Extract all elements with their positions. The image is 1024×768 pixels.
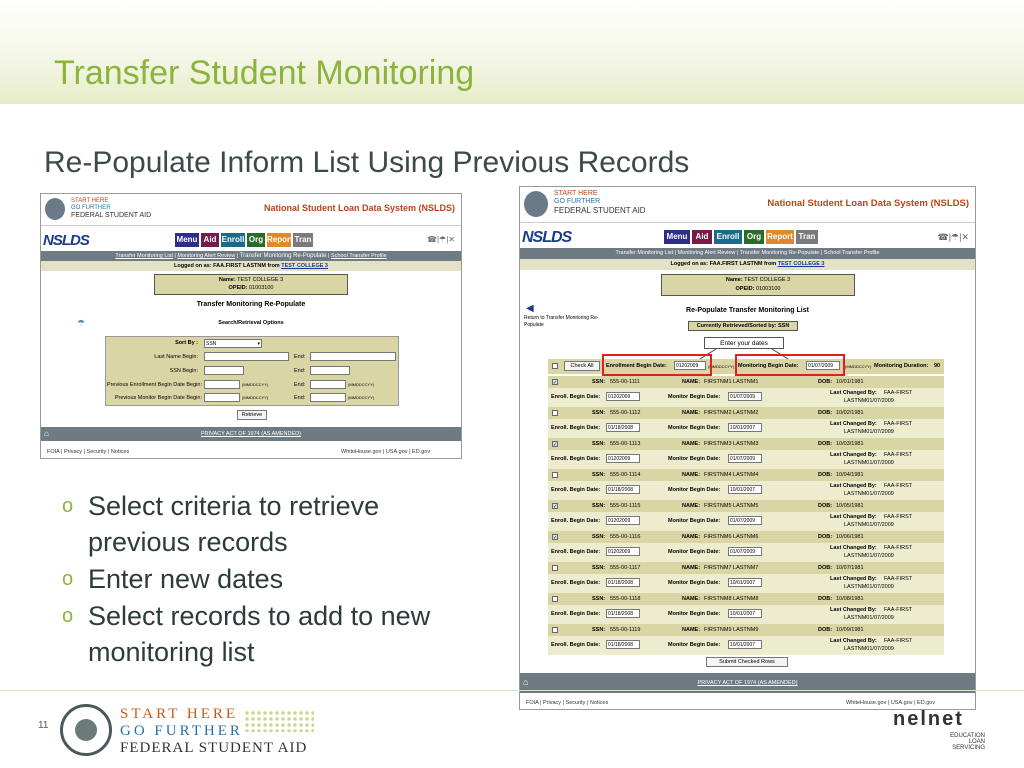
dob-value: 10/03/1981 bbox=[836, 441, 864, 447]
monitor-date-value: 10/01/2007 bbox=[730, 487, 756, 493]
record-dates-row bbox=[548, 636, 944, 655]
name-label: NAME: bbox=[682, 565, 701, 571]
logged-school-link[interactable]: TEST COLLEGE 3 bbox=[281, 263, 328, 269]
changed-by-value: FAA-FIRST bbox=[884, 452, 913, 458]
enroll-date-input[interactable] bbox=[606, 392, 640, 401]
enroll-end-input[interactable] bbox=[310, 380, 346, 389]
monitor-label: Monitor Begin Date: bbox=[668, 611, 721, 617]
bullet-text: Select criteria to retrieve previous records bbox=[88, 491, 380, 557]
monitor-label: Monitor Begin Date: bbox=[668, 456, 721, 462]
logo-line3: FEDERAL STUDENT AID bbox=[554, 206, 646, 215]
header-checkbox[interactable] bbox=[552, 363, 558, 369]
enroll-date-input[interactable] bbox=[606, 516, 640, 525]
ssn-value: 555-00-1119 bbox=[610, 627, 641, 633]
enroll-label: Enroll. Begin Date: bbox=[551, 549, 601, 555]
duration-value: 90 bbox=[934, 363, 941, 369]
toolbar-icons[interactable]: ☎|☂|✕ bbox=[427, 235, 455, 244]
enroll-begin-value: 01202009 bbox=[676, 363, 699, 369]
record-row bbox=[548, 376, 944, 388]
record-dates-row bbox=[548, 543, 944, 562]
name-value: FIRSTNM1 LASTNM1 bbox=[704, 379, 759, 385]
ssn-value: 555-00-1116 bbox=[610, 534, 641, 540]
enroll-label: Enroll. Begin Date: bbox=[551, 611, 601, 617]
check-icon: ✓ bbox=[553, 504, 558, 510]
dob-value: 10/09/1981 bbox=[836, 627, 864, 633]
name-value: FIRSTNM9 LASTNM9 bbox=[704, 627, 759, 633]
enroll-label: Enroll. Begin Date: bbox=[551, 518, 601, 524]
name-value: FIRSTNM4 LASTNM4 bbox=[704, 472, 759, 478]
nav-report[interactable]: Report bbox=[267, 233, 291, 247]
ssn-value: 555-00-1113 bbox=[610, 441, 641, 447]
enroll-date-value: 01202009 bbox=[608, 394, 631, 400]
changed-date-value: LASTNM01/07/2009 bbox=[844, 584, 894, 590]
retrieve-button[interactable]: Retrieve bbox=[237, 410, 267, 420]
monitor-date-input[interactable] bbox=[728, 423, 762, 432]
link-school-profile[interactable]: School Transfer Profile bbox=[331, 253, 387, 259]
name-label: NAME: bbox=[682, 410, 701, 416]
page-number: 11 bbox=[38, 720, 49, 731]
enroll-date-input[interactable] bbox=[606, 423, 640, 432]
monitor-date-input[interactable] bbox=[728, 392, 762, 401]
sub-nav-links: Transfer Monitoring List | Monitoring Alert Review | Transfer Monitoring Re-Populate | School Transfer Profile bbox=[41, 251, 461, 261]
name-label: NAME: bbox=[682, 627, 701, 633]
enroll-begin-label: Enrollment Begin Date: bbox=[606, 363, 667, 369]
record-row bbox=[548, 531, 944, 543]
monitor-date-value: 10/01/2007 bbox=[730, 642, 756, 648]
enroll-date-value: 01202009 bbox=[608, 549, 631, 555]
ssn-value: 555-00-1115 bbox=[610, 503, 641, 509]
link-alert-review[interactable]: Monitoring Alert Review bbox=[177, 253, 236, 259]
logo-line2: GO FURTHER bbox=[554, 198, 601, 205]
monitor-date-value: 10/01/2007 bbox=[730, 580, 756, 586]
enroll-date-value: 01/18/2008 bbox=[608, 487, 634, 493]
ssn-begin-input[interactable] bbox=[204, 366, 244, 375]
back-link[interactable]: Return to Transfer Monitoring Re-Populate bbox=[524, 315, 599, 328]
opeid-label: OPEID: bbox=[735, 286, 755, 292]
name-label: Name: bbox=[218, 277, 236, 283]
sort-value: SSN bbox=[206, 341, 217, 347]
dob-label: DOB: bbox=[818, 627, 833, 633]
sort-label: Sort By : bbox=[175, 340, 198, 346]
name-label: NAME: bbox=[682, 379, 701, 385]
section-title: Search/Retrieval Options bbox=[218, 320, 284, 326]
changed-label: Last Changed By: bbox=[830, 607, 877, 613]
changed-label: Last Changed By: bbox=[830, 638, 877, 644]
enroll-date-input[interactable] bbox=[606, 454, 640, 463]
footer-links[interactable]: FOIA | Privacy | Security | Notices bbox=[526, 700, 609, 706]
toolbar-icons[interactable]: ☎|☂|✕ bbox=[937, 232, 969, 242]
changed-date-value: LASTNM01/07/2009 bbox=[844, 491, 894, 497]
changed-by-value: FAA-FIRST bbox=[884, 638, 913, 644]
enroll-date-value: 01/18/2008 bbox=[608, 580, 634, 586]
fsa-logo-line3: FEDERAL STUDENT AID bbox=[120, 740, 308, 756]
dob-label: DOB: bbox=[818, 565, 833, 571]
lastname-end-label: End: bbox=[294, 354, 306, 360]
changed-date-value: LASTNM01/07/2009 bbox=[844, 646, 894, 652]
name-label: NAME: bbox=[682, 596, 701, 602]
monitor-date-value: 01/07/2009 bbox=[730, 456, 756, 462]
monitor-label: Monitor Begin Date: bbox=[668, 487, 721, 493]
monitor-date-input[interactable] bbox=[728, 454, 762, 463]
record-dates-row bbox=[548, 512, 944, 531]
record-checkbox[interactable] bbox=[552, 596, 558, 602]
record-row bbox=[548, 438, 944, 450]
sort-select[interactable] bbox=[204, 339, 262, 348]
changed-label: Last Changed By: bbox=[830, 514, 877, 520]
lastname-end-input[interactable] bbox=[310, 352, 396, 361]
record-dates-row bbox=[548, 605, 944, 624]
name-value: FIRSTNM6 LASTNM6 bbox=[704, 534, 759, 540]
enroll-date-input[interactable] bbox=[606, 547, 640, 556]
sorted-by: Currently Retrieved/Sorted by: SSN bbox=[688, 321, 798, 331]
monitor-end-fmt: (MMDDCCYY) bbox=[348, 395, 375, 400]
changed-by-value: FAA-FIRST bbox=[884, 514, 913, 520]
logged-on-text: Logged on as: FAA.FIRST LASTNM from bbox=[173, 263, 280, 269]
monitor-begin-label: Monitoring Begin Date: bbox=[738, 363, 799, 369]
dob-value: 10/02/1981 bbox=[836, 410, 864, 416]
privacy-act-link[interactable]: PRIVACY ACT OF 1974 (AS AMENDED) bbox=[41, 427, 461, 441]
dob-value: 10/06/1981 bbox=[836, 534, 864, 540]
enroll-label: Enroll. Begin Date: bbox=[551, 394, 601, 400]
bullet-3 bbox=[62, 598, 462, 670]
changed-date-value: LASTNM01/07/2009 bbox=[844, 522, 894, 528]
enroll-date-input[interactable] bbox=[606, 609, 640, 618]
footer-right-links[interactable]: WhiteHouse.gov | USA.gov | ED.gov bbox=[846, 700, 936, 706]
changed-date-value: LASTNM01/07/2009 bbox=[844, 429, 894, 435]
monitor-date-input[interactable] bbox=[728, 578, 762, 587]
lastname-label: Last Name Begin: bbox=[154, 354, 198, 360]
monitor-date-value: 01/07/2009 bbox=[730, 518, 756, 524]
ssn-label: SSN: bbox=[592, 472, 606, 478]
logged-on-text: Logged on as: FAA.FIRST LASTNM from bbox=[670, 261, 777, 267]
name-label: NAME: bbox=[682, 503, 701, 509]
opeid-value: 01003100 bbox=[249, 285, 274, 291]
enroll-label: Enroll. Begin Date: bbox=[551, 456, 601, 462]
dob-label: DOB: bbox=[818, 503, 833, 509]
logo-line1: START HERE bbox=[554, 190, 598, 197]
nav-org[interactable]: Org bbox=[744, 230, 764, 244]
home-icon[interactable]: ⌂ bbox=[523, 677, 529, 687]
ssn-label: SSN: bbox=[592, 503, 606, 509]
nslds-logo: NSLDS bbox=[43, 232, 89, 249]
highlight-enroll-date bbox=[602, 354, 712, 376]
page-title: Transfer Monitoring Re-Populate bbox=[196, 301, 306, 308]
logged-school-link[interactable]: TEST COLLEGE 3 bbox=[777, 261, 825, 267]
nslds-header bbox=[41, 194, 461, 226]
screenshot-repopulate-search bbox=[40, 193, 462, 459]
ssn-value: 555-00-1118 bbox=[610, 596, 641, 602]
record-row bbox=[548, 500, 944, 512]
changed-label: Last Changed By: bbox=[830, 483, 877, 489]
bullet-text: Select records to add to new monitoring list bbox=[88, 601, 431, 667]
record-dates-row bbox=[548, 388, 944, 407]
fsa-logo-line2: GO FURTHER bbox=[120, 723, 243, 739]
privacy-act-link[interactable]: PRIVACY ACT OF 1974 (AS AMENDED) bbox=[520, 673, 975, 693]
enroll-date-value: 01/18/2008 bbox=[608, 642, 634, 648]
nslds-title: National Student Loan Data System (NSLDS) bbox=[263, 203, 455, 213]
nav-menu[interactable]: Menu bbox=[664, 230, 690, 244]
record-dates-row bbox=[548, 481, 944, 500]
dob-label: DOB: bbox=[818, 472, 833, 478]
record-row bbox=[548, 593, 944, 605]
name-value: TEST COLLEGE 3 bbox=[744, 277, 791, 283]
enroll-label: Enroll. Begin Date: bbox=[551, 425, 601, 431]
record-dates-row bbox=[548, 574, 944, 593]
enroll-begin-input[interactable] bbox=[204, 380, 240, 389]
monitor-date-label: Previous Monitor Begin Date Begin: bbox=[114, 395, 202, 401]
callout-enter-dates: Enter your dates bbox=[704, 337, 784, 349]
record-dates-row bbox=[548, 450, 944, 469]
enroll-date-value: 01202009 bbox=[608, 518, 631, 524]
changed-by-value: FAA-FIRST bbox=[884, 390, 913, 396]
name-label: NAME: bbox=[682, 472, 701, 478]
footer-right-links[interactable]: WhiteHouse.gov | USA.gov | ED.gov bbox=[341, 449, 431, 455]
ssn-value: 555-00-1117 bbox=[610, 565, 641, 571]
seal-icon bbox=[45, 198, 65, 220]
monitor-label: Monitor Begin Date: bbox=[668, 580, 721, 586]
enroll-date-input[interactable] bbox=[606, 640, 640, 649]
bullet-marker-icon: o bbox=[62, 568, 74, 590]
enroll-date-value: 01/18/2008 bbox=[608, 611, 634, 617]
changed-label: Last Changed By: bbox=[830, 390, 877, 396]
nav-aid[interactable]: Aid bbox=[692, 230, 712, 244]
monitor-date-input[interactable] bbox=[728, 547, 762, 556]
bullet-text: Enter new dates bbox=[88, 564, 284, 594]
dob-value: 10/01/1981 bbox=[836, 379, 864, 385]
record-checkbox[interactable] bbox=[552, 441, 558, 447]
record-checkbox[interactable] bbox=[552, 627, 558, 633]
ed-seal-icon bbox=[60, 704, 112, 756]
monitor-date-input[interactable] bbox=[728, 609, 762, 618]
search-form bbox=[105, 336, 399, 406]
record-row bbox=[548, 624, 944, 636]
footer-divider bbox=[0, 690, 1024, 691]
highlight-monitor-date bbox=[735, 354, 845, 376]
monitor-end-input[interactable] bbox=[310, 393, 346, 402]
monitor-label: Monitor Begin Date: bbox=[668, 518, 721, 524]
ssn-label: SSN: bbox=[592, 441, 606, 447]
changed-by-value: FAA-FIRST bbox=[884, 483, 913, 489]
monitor-label: Monitor Begin Date: bbox=[668, 394, 721, 400]
page-title: Re-Populate Transfer Monitoring List bbox=[686, 307, 809, 314]
name-value: FIRSTNM2 LASTNM2 bbox=[704, 410, 759, 416]
changed-by-value: FAA-FIRST bbox=[884, 421, 913, 427]
ssn-label: SSN: bbox=[592, 410, 606, 416]
logged-on-bar bbox=[41, 261, 461, 271]
nslds-title: National Student Loan Data System (NSLDS) bbox=[767, 198, 969, 209]
back-arrow-icon[interactable]: ◀ bbox=[526, 303, 534, 314]
record-checkbox[interactable] bbox=[552, 379, 558, 385]
enroll-end-fmt: (MMDDCCYY) bbox=[348, 382, 375, 387]
changed-by-value: FAA-FIRST bbox=[884, 607, 913, 613]
nslds-logo: NSLDS bbox=[522, 229, 572, 246]
record-checkbox[interactable] bbox=[552, 534, 558, 540]
name-label: NAME: bbox=[682, 441, 701, 447]
nav-tran[interactable]: Tran bbox=[796, 230, 818, 244]
monitor-begin-value: 01/07/2009 bbox=[808, 363, 834, 369]
ssn-value: 555-00-1114 bbox=[610, 472, 641, 478]
nelnet-tagline bbox=[935, 733, 985, 751]
record-row bbox=[548, 469, 944, 481]
enroll-date-value: 01/18/2008 bbox=[608, 425, 634, 431]
nav-org[interactable]: Org bbox=[247, 233, 265, 247]
dob-value: 10/04/1981 bbox=[836, 472, 864, 478]
enroll-date-input[interactable] bbox=[606, 578, 640, 587]
monitor-label: Monitor Begin Date: bbox=[668, 425, 721, 431]
changed-label: Last Changed By: bbox=[830, 545, 877, 551]
lastname-begin-input[interactable] bbox=[204, 352, 289, 361]
slide-title: Transfer Student Monitoring bbox=[54, 54, 475, 92]
bullet-2 bbox=[62, 561, 462, 597]
ssn-value: 555-00-1112 bbox=[610, 410, 641, 416]
changed-date-value: LASTNM01/07/2009 bbox=[844, 553, 894, 559]
name-label: NAME: bbox=[682, 534, 701, 540]
check-icon: ✓ bbox=[553, 535, 558, 541]
ssn-label: SSN: bbox=[592, 596, 606, 602]
nelnet-tag1: EDUCATION LOAN bbox=[950, 733, 985, 745]
changed-label: Last Changed By: bbox=[830, 421, 877, 427]
check-all-button[interactable]: Check All bbox=[564, 361, 600, 371]
name-label: Name: bbox=[725, 277, 743, 283]
monitor-date-input[interactable] bbox=[728, 485, 762, 494]
dob-label: DOB: bbox=[818, 441, 833, 447]
monitor-label: Monitor Begin Date: bbox=[668, 642, 721, 648]
dob-label: DOB: bbox=[818, 596, 833, 602]
monitor-end-label: End: bbox=[294, 395, 306, 401]
school-info-box bbox=[154, 274, 348, 295]
dot-pattern bbox=[244, 710, 314, 732]
ssn-label: SSN: bbox=[592, 534, 606, 540]
logo-line3: FEDERAL STUDENT AID bbox=[71, 212, 152, 219]
footer-links[interactable]: FOIA | Privacy | Security | Notices bbox=[47, 449, 130, 455]
main-nav bbox=[41, 230, 461, 250]
name-value: FIRSTNM7 LASTNM7 bbox=[704, 565, 759, 571]
changed-date-value: LASTNM01/07/2009 bbox=[844, 615, 894, 621]
nelnet-logo: nelnet bbox=[893, 708, 964, 730]
nav-report[interactable]: Report bbox=[766, 230, 794, 244]
enroll-date-input[interactable] bbox=[606, 485, 640, 494]
nav-aid[interactable]: Aid bbox=[201, 233, 219, 247]
bullet-marker-icon: o bbox=[62, 605, 74, 627]
ssn-label: SSN Begin: bbox=[169, 368, 198, 374]
dob-value: 10/07/1981 bbox=[836, 565, 864, 571]
monitor-date-value: 01/07/2009 bbox=[730, 394, 756, 400]
enroll-label: Enroll. Begin Date: bbox=[551, 580, 601, 586]
changed-label: Last Changed By: bbox=[830, 576, 877, 582]
record-checkbox[interactable] bbox=[552, 503, 558, 509]
changed-by-value: FAA-FIRST bbox=[884, 576, 913, 582]
name-value: FIRSTNM8 LASTNM8 bbox=[704, 596, 759, 602]
dob-label: DOB: bbox=[818, 410, 833, 416]
record-checkbox[interactable] bbox=[552, 472, 558, 478]
enroll-fmt: (MMDDCCYY) bbox=[708, 364, 735, 369]
name-value: TEST COLLEGE 3 bbox=[237, 277, 284, 283]
sub-nav-links[interactable]: Transfer Monitoring List | Monitoring Alert Review | Transfer Monitoring Re-Populate | School Transfer Profile bbox=[520, 248, 975, 259]
bullet-1 bbox=[62, 488, 462, 560]
nav-enroll[interactable]: Enroll bbox=[221, 233, 245, 247]
monitor-begin-input[interactable] bbox=[204, 393, 240, 402]
changed-label: Last Changed By: bbox=[830, 452, 877, 458]
name-value: FIRSTNM5 LASTNM5 bbox=[704, 503, 759, 509]
help-icon[interactable]: ☂ bbox=[77, 318, 86, 328]
ssn-end-label: End: bbox=[294, 368, 306, 374]
chevron-down-icon: ▾ bbox=[257, 341, 260, 347]
enroll-label: Enroll. Begin Date: bbox=[551, 487, 601, 493]
changed-date-value: LASTNM01/07/2009 bbox=[844, 398, 894, 404]
record-dates-row bbox=[548, 419, 944, 438]
record-checkbox[interactable] bbox=[552, 410, 558, 416]
monitor-date-input[interactable] bbox=[728, 516, 762, 525]
link-transfer-list[interactable]: Transfer Monitoring List bbox=[115, 253, 173, 259]
screenshot-repopulate-list bbox=[519, 186, 976, 710]
nav-tran[interactable]: Tran bbox=[293, 233, 313, 247]
opeid-value: 01003100 bbox=[756, 286, 781, 292]
check-icon: ✓ bbox=[553, 442, 558, 448]
logo-line1: START HERE bbox=[71, 198, 109, 204]
link-repopulate[interactable]: Transfer Monitoring Re-Populate bbox=[239, 253, 327, 259]
record-checkbox[interactable] bbox=[552, 565, 558, 571]
bullet-marker-icon: o bbox=[62, 495, 74, 517]
opeid-label: OPEID: bbox=[228, 285, 248, 291]
enroll-date-label: Previous Enrollment Begin Date Begin: bbox=[106, 382, 202, 388]
duration-label: Monitoring Duration: bbox=[874, 363, 929, 369]
enroll-fmt: (MMDDCCYY) bbox=[242, 382, 269, 387]
ssn-end-input[interactable] bbox=[310, 366, 350, 375]
name-value: FIRSTNM3 LASTNM3 bbox=[704, 441, 759, 447]
record-row bbox=[548, 562, 944, 574]
enroll-date-value: 01202009 bbox=[608, 456, 631, 462]
logo-line2: GO FURTHER bbox=[71, 205, 111, 211]
ssn-label: SSN: bbox=[592, 565, 606, 571]
submit-checked-rows-button[interactable]: Submit Checked Rows bbox=[706, 657, 788, 667]
fsa-logo-line1: START HERE bbox=[120, 706, 239, 722]
dob-label: DOB: bbox=[818, 534, 833, 540]
dob-label: DOB: bbox=[818, 379, 833, 385]
monitor-label: Monitor Begin Date: bbox=[668, 549, 721, 555]
ssn-label: SSN: bbox=[592, 627, 606, 633]
enroll-end-label: End: bbox=[294, 382, 306, 388]
fsa-logo bbox=[45, 197, 165, 223]
monitor-date-value: 10/01/2007 bbox=[730, 611, 756, 617]
check-icon: ✓ bbox=[553, 380, 558, 386]
monitor-fmt: (MMDDCCYY) bbox=[242, 395, 269, 400]
nav-menu[interactable]: Menu bbox=[175, 233, 199, 247]
monitor-date-input[interactable] bbox=[728, 640, 762, 649]
ssn-value: 555-00-1111 bbox=[610, 379, 640, 385]
monitor-date-value: 01/07/2009 bbox=[730, 549, 756, 555]
nelnet-tag2: SERVICING bbox=[952, 745, 985, 751]
dob-value: 10/08/1981 bbox=[836, 596, 864, 602]
dob-value: 10/05/1981 bbox=[836, 503, 864, 509]
changed-date-value: LASTNM01/07/2009 bbox=[844, 460, 894, 466]
slide-subtitle: Re-Populate Inform List Using Previous Records bbox=[44, 146, 690, 179]
nav-enroll[interactable]: Enroll bbox=[714, 230, 742, 244]
ssn-label: SSN: bbox=[592, 379, 606, 385]
changed-by-value: FAA-FIRST bbox=[884, 545, 913, 551]
monitor-date-value: 10/01/2007 bbox=[730, 425, 756, 431]
enroll-label: Enroll. Begin Date: bbox=[551, 642, 601, 648]
monitor-fmt: (MMDDCCYY) bbox=[845, 364, 872, 369]
home-icon[interactable]: ⌂ bbox=[44, 429, 49, 438]
record-row bbox=[548, 407, 944, 419]
